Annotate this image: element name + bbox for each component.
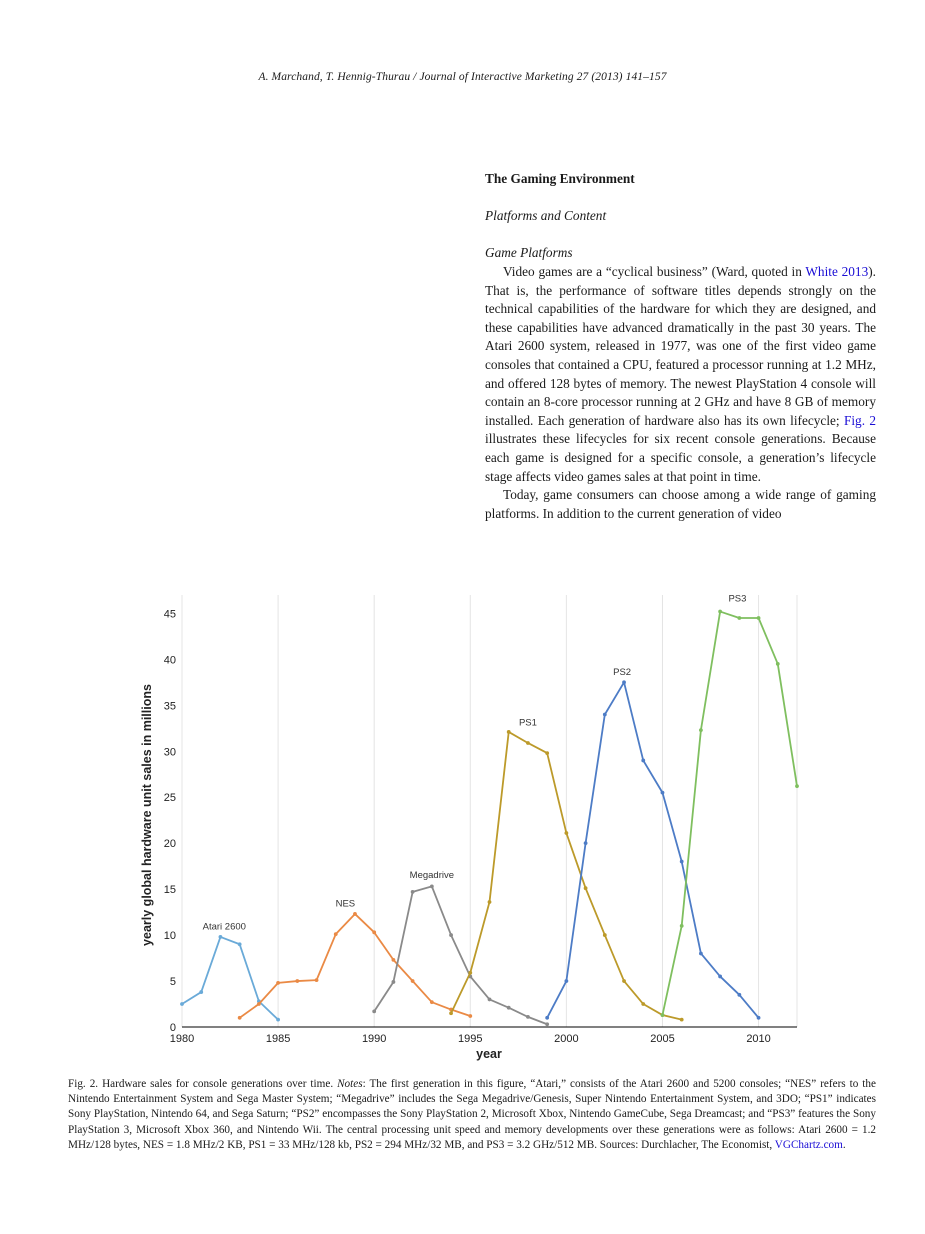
x-tick-label: 1980 — [169, 1033, 195, 1045]
data-point-nes — [468, 1014, 472, 1018]
series-line-ps3 — [662, 612, 797, 1016]
figure-link-fig-2[interactable]: Fig. 2 — [843, 412, 876, 428]
series-ps2 — [545, 667, 760, 1020]
y-tick-label: 25 — [163, 792, 176, 805]
grid-lines — [182, 595, 797, 1027]
series-ps3 — [661, 593, 799, 1017]
data-point-megadrive — [411, 890, 415, 894]
paragraph-1-text-b: ). That is, the performance of software titles depends strongly on the technical capabilities of the hardware for which they are designed, and these capabilities have advanced dramatically in the past 30 years. The Atari 2600 system, released in 1977, was one of the first video game consoles that contained a CPU, featured a processor running at 1.2 MHz, and offered 128 bytes of memory. The newest PlayStation 4 console will contain an 8-core processor running at 2 GHz and have 8 GB of memory installed. Each generation of hardware also has its own lifecycle; — [485, 264, 876, 428]
data-point-ps2 — [718, 975, 722, 979]
y-tick-label: 30 — [163, 746, 176, 759]
data-point-nes — [334, 932, 338, 936]
series-label-atari-2600: Atari 2600 — [202, 921, 246, 933]
x-tick-label: 1995 — [458, 1033, 483, 1045]
series-label-megadrive: Megadrive — [409, 870, 455, 882]
data-point-ps2 — [699, 952, 703, 956]
series-megadrive — [372, 870, 549, 1026]
x-tick-label: 2000 — [554, 1033, 579, 1045]
line-chart — [135, 592, 810, 1070]
data-point-ps2 — [757, 1016, 761, 1020]
y-tick-label: 0 — [169, 1022, 176, 1034]
data-point-megadrive — [372, 1009, 376, 1013]
data-point-megadrive — [488, 998, 492, 1002]
series-label-ps3: PS3 — [728, 593, 747, 605]
data-point-nes — [276, 981, 280, 985]
data-point-ps1 — [603, 933, 607, 937]
y-tick-label: 45 — [163, 608, 176, 621]
data-point-ps1 — [622, 979, 626, 983]
y-tick-label: 5 — [169, 976, 176, 989]
data-point-megadrive — [449, 933, 453, 937]
data-point-ps2 — [622, 680, 626, 684]
series-label-nes: NES — [335, 898, 356, 910]
data-point-nes — [257, 1002, 261, 1006]
running-head: A. Marchand, T. Hennig-Thurau / Journal of Interactive Marketing 27 (2013) 141–157 — [258, 71, 667, 83]
x-axis-label: year — [476, 1047, 502, 1061]
data-point-megadrive — [526, 1015, 530, 1019]
data-point-ps3 — [776, 662, 780, 666]
data-point-megadrive — [507, 1006, 511, 1010]
section-title: The Gaming Environment — [485, 171, 635, 186]
x-tick-labels — [170, 1033, 771, 1045]
y-tick-label: 35 — [163, 700, 176, 713]
data-point-ps1 — [680, 1018, 684, 1022]
data-point-atari-2600 — [276, 1018, 280, 1022]
data-point-ps1 — [488, 900, 492, 904]
data-point-ps3 — [699, 728, 703, 732]
data-point-nes — [392, 958, 396, 962]
data-point-nes — [353, 912, 357, 916]
data-point-ps1 — [507, 730, 511, 734]
caption-notes-label: Notes — [337, 1078, 363, 1090]
series-atari-2600 — [180, 922, 280, 1022]
x-tick-label: 1985 — [265, 1033, 291, 1045]
data-point-ps3 — [661, 1013, 665, 1017]
y-axis-label: yearly global hardware unit sales in millions — [140, 684, 154, 946]
subsubsection-title: Game Platforms — [485, 245, 573, 260]
data-point-megadrive — [545, 1022, 549, 1026]
series-label-ps1: PS1 — [518, 717, 537, 729]
figure-2-chart — [135, 592, 810, 1070]
data-point-ps2 — [680, 860, 684, 864]
citation-link-white-2013[interactable]: White 2013 — [805, 264, 869, 279]
series-line-ps2 — [547, 682, 758, 1017]
data-point-ps2 — [603, 713, 607, 717]
data-point-megadrive — [392, 980, 396, 984]
data-point-nes — [372, 930, 376, 934]
subsection-title: Platforms and Content — [485, 208, 607, 223]
paragraph-1 — [485, 263, 876, 486]
source-link-vgchartz[interactable]: VGChartz.com — [774, 1138, 843, 1151]
data-point-atari-2600 — [238, 942, 242, 946]
series-label-ps2: PS2 — [613, 666, 632, 678]
data-point-ps1 — [468, 971, 472, 975]
figure-caption — [68, 1077, 876, 1153]
caption-body: : The first generation in this figure, “Atari,” consists of the Atari 2600 and 5200 consoles; “NES” refers to the Nintendo Entertainment System and Sega Master System; “Megadrive” includes the Sega Megadrive/Genesis, Super Nintendo Entertainment System, and 3DO; “PS1” indicates Sony PlayStation, Nintendo 64, and Sega Saturn; “PS2” encompasses the Sony PlayStation 2, Microsoft Xbox, Nintendo GameCube, Sega Dreamcast; and “PS3” features the Sony PlayStation 3, Microsoft Xbox 360, and Nintendo Wii. The central processing unit speed and memory developments over these generations were as follows: Atari 2600 = 1.2 MHz/128 bytes, NES = 1.8 MHz/2 KB, PS1 = 33 MHz/128 kb, PS2 = 294 MHz/32 MB, and PS3 = 3.2 GHz/512 MB. Sources: Durchlacher, The Economist, — [68, 1078, 876, 1151]
series-group — [180, 593, 799, 1026]
data-point-nes — [315, 978, 319, 982]
data-point-ps3 — [737, 616, 741, 620]
data-point-atari-2600 — [199, 990, 203, 994]
data-point-ps3 — [718, 610, 722, 614]
data-point-ps1 — [564, 831, 568, 835]
data-point-ps2 — [737, 993, 741, 997]
series-nes — [238, 899, 472, 1020]
data-point-ps1 — [545, 751, 549, 755]
data-point-nes — [430, 1000, 434, 1004]
paragraph-2: Today, game consumers can choose among a wide range of gaming platforms. In addition to the current generation of video — [485, 487, 876, 521]
x-tick-label: 2005 — [650, 1033, 675, 1045]
data-point-nes — [238, 1016, 242, 1020]
y-tick-labels — [164, 608, 176, 1034]
y-tick-label: 10 — [163, 930, 176, 943]
data-point-nes — [295, 979, 299, 983]
data-point-ps1 — [641, 1002, 645, 1006]
series-line-nes — [240, 914, 471, 1018]
y-tick-label: 15 — [163, 884, 176, 897]
caption-lead: Fig. 2. Hardware sales for console generations over time. — [68, 1078, 338, 1090]
series-line-megadrive — [374, 886, 547, 1024]
y-tick-label: 40 — [163, 654, 176, 667]
data-point-ps1 — [526, 741, 530, 745]
data-point-atari-2600 — [180, 1002, 184, 1006]
data-point-ps2 — [564, 979, 568, 983]
data-point-ps3 — [795, 784, 799, 788]
y-tick-label: 20 — [163, 838, 176, 851]
data-point-ps3 — [680, 924, 684, 928]
article-column — [485, 170, 876, 523]
data-point-atari-2600 — [219, 935, 223, 939]
data-point-ps3 — [757, 616, 761, 620]
x-tick-label: 2010 — [746, 1033, 771, 1045]
data-point-ps1 — [449, 1011, 453, 1015]
paragraph-1-text-c: illustrates these lifecycles for six recent console generations. Because each game is designed for a specific console, a generation’s lifecycle stage affects video games sales at that point in time. — [485, 431, 876, 484]
series-line-atari-2600 — [182, 937, 278, 1020]
caption-end: . — [842, 1138, 846, 1151]
data-point-ps2 — [584, 841, 588, 845]
data-point-ps2 — [661, 791, 665, 795]
data-point-ps2 — [545, 1016, 549, 1020]
data-point-nes — [411, 979, 415, 983]
data-point-ps1 — [584, 886, 588, 890]
data-point-megadrive — [430, 884, 434, 888]
x-tick-label: 1990 — [361, 1033, 387, 1045]
paragraph-1-text-a: Video games are a “cyclical business” (Ward, quoted in — [503, 264, 806, 279]
data-point-ps2 — [641, 759, 645, 763]
